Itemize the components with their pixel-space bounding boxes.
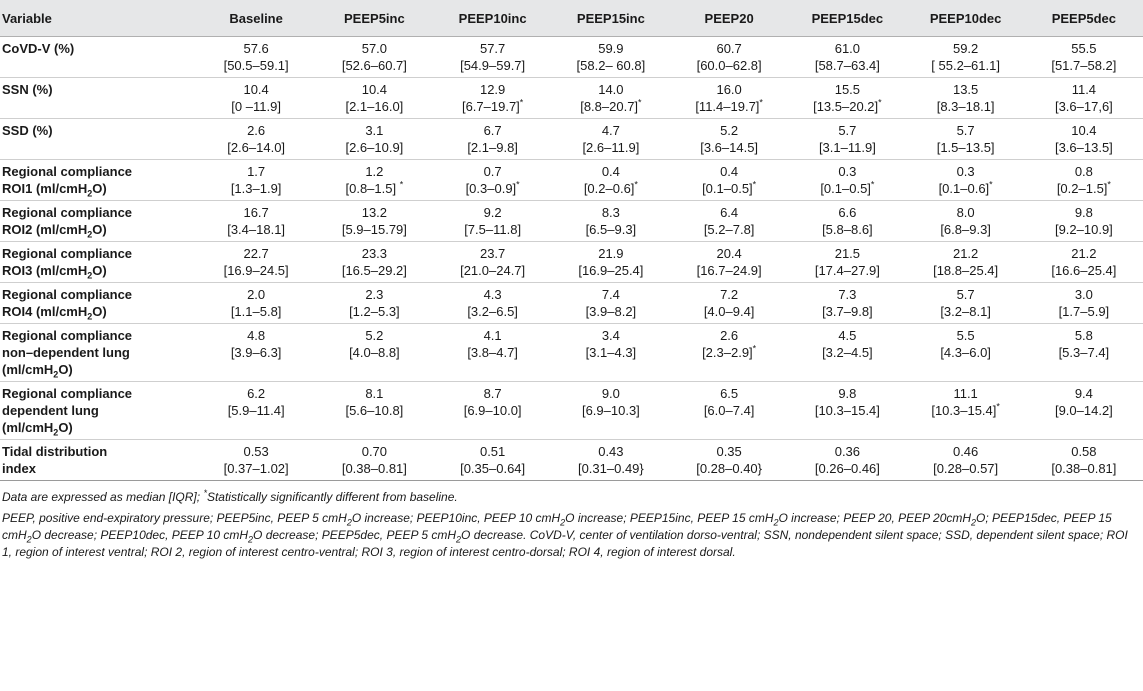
median-value: 60.7 <box>716 41 742 56</box>
variable-label-line: Tidal distribution <box>2 444 108 459</box>
value-cell <box>552 324 670 382</box>
value-cell <box>197 440 315 481</box>
iqr-value: [5.3–7.4] <box>1058 345 1110 360</box>
iqr-value: [6.9–10.0] <box>463 403 522 418</box>
value-cell <box>788 78 906 119</box>
median-value: 0.7 <box>483 164 502 179</box>
value-cell <box>670 283 788 324</box>
median-value: 5.2 <box>365 328 384 343</box>
value-cell <box>1025 78 1143 119</box>
header-cell: PEEP5inc <box>315 0 433 37</box>
iqr-value: [0.1–0.5]* <box>702 179 757 196</box>
variable-cell <box>0 78 197 119</box>
iqr-value: [3.6–14.5] <box>700 140 759 155</box>
value-cell <box>670 382 788 440</box>
value-cell <box>1025 324 1143 382</box>
value-cell <box>315 160 433 201</box>
value-cell <box>434 160 552 201</box>
iqr-value: [6.7–19.7]* <box>461 97 524 114</box>
median-value: 8.0 <box>956 205 975 220</box>
header-row <box>0 0 1143 37</box>
median-value: 6.5 <box>720 386 739 401</box>
median-value: 0.58 <box>1071 444 1097 459</box>
median-value: 0.53 <box>243 444 269 459</box>
median-value: 10.4 <box>1071 123 1097 138</box>
iqr-value: [ 55.2–61.1] <box>931 58 1000 73</box>
iqr-value: [9.0–14.2] <box>1054 403 1113 418</box>
variable-label-line: (ml/cmH$_2$O) <box>2 420 73 438</box>
value-cell <box>197 382 315 440</box>
value-cell <box>1025 283 1143 324</box>
value-cell <box>315 201 433 242</box>
iqr-value: [8.8–20.7]* <box>580 97 642 114</box>
iqr-value: [0.3–0.9]* <box>465 179 520 196</box>
value-cell <box>552 283 670 324</box>
iqr-value: [5.8–8.6] <box>822 222 873 237</box>
value-cell <box>788 324 906 382</box>
iqr-value: [58.2– 60.8] <box>576 58 646 73</box>
median-value: 13.5 <box>952 82 979 97</box>
median-value: 5.7 <box>956 123 975 138</box>
iqr-value: [1.2–5.3] <box>349 304 400 319</box>
iqr-value: [4.0–8.8] <box>349 345 400 360</box>
variable-label-line: ROI1 (ml/cmH$_2$O) <box>2 181 107 199</box>
value-cell <box>670 119 788 160</box>
iqr-value: [0.28–0.57] <box>933 461 999 476</box>
iqr-value: [4.3–6.0] <box>940 345 991 360</box>
value-cell <box>552 119 670 160</box>
value-cell <box>1025 37 1143 78</box>
median-value: 13.2 <box>361 205 388 220</box>
iqr-value: [5.9–15.79] <box>341 222 407 237</box>
value-cell <box>907 242 1025 283</box>
median-value: 5.2 <box>720 123 739 138</box>
value-cell <box>907 78 1025 119</box>
value-cell <box>670 440 788 481</box>
iqr-value: [0 –11.9] <box>231 99 281 114</box>
median-value: 9.4 <box>1074 386 1093 401</box>
iqr-value: [0.26–0.46] <box>814 461 880 476</box>
iqr-value: [10.3–15.4]* <box>931 401 1000 418</box>
header-cell: Baseline <box>197 0 315 37</box>
variable-label-line: Regional compliance <box>2 246 133 261</box>
iqr-value: [3.8–4.7] <box>467 345 518 360</box>
iqr-value: [1.3–1.9] <box>230 181 282 196</box>
median-value: 21.5 <box>834 246 861 261</box>
footnote-legend: Data are expressed as median [IQR]; *Statistically significantly different from baseline. <box>2 488 458 504</box>
iqr-value: [0.2–0.6]* <box>583 179 638 196</box>
median-value: 23.3 <box>361 246 388 261</box>
iqr-value: [0.1–0.5]* <box>820 179 875 196</box>
median-value: 21.2 <box>1071 246 1097 261</box>
value-cell <box>434 324 552 382</box>
median-value: 57.0 <box>361 41 388 56</box>
variable-cell <box>0 119 197 160</box>
value-cell <box>670 160 788 201</box>
value-cell <box>552 201 670 242</box>
median-value: 8.3 <box>601 205 620 220</box>
iqr-value: [1.1–5.8] <box>230 304 282 319</box>
value-cell <box>434 78 552 119</box>
median-value: 4.7 <box>601 123 620 138</box>
median-value: 3.0 <box>1074 287 1093 302</box>
median-value: 6.6 <box>838 205 857 220</box>
median-value: 20.4 <box>716 246 742 261</box>
median-value: 4.1 <box>483 328 502 343</box>
variable-cell <box>0 324 197 382</box>
table-body <box>0 37 1143 481</box>
value-cell <box>1025 382 1143 440</box>
variable-label-line: Regional compliance <box>2 328 133 343</box>
median-value: 0.3 <box>956 164 975 179</box>
value-cell <box>315 324 433 382</box>
iqr-value: [1.7–5.9] <box>1058 304 1110 319</box>
value-cell <box>907 160 1025 201</box>
value-cell <box>907 382 1025 440</box>
median-value: 9.2 <box>483 205 502 220</box>
iqr-value: [3.6–17,6] <box>1054 99 1113 114</box>
value-cell <box>315 37 433 78</box>
value-cell <box>907 324 1025 382</box>
variable-cell <box>0 283 197 324</box>
variable-label-line: ROI2 (ml/cmH$_2$O) <box>2 222 107 240</box>
iqr-value: [6.5–9.3] <box>585 222 637 237</box>
header-cell: PEEP20 <box>670 0 788 37</box>
table-row <box>0 382 1143 440</box>
value-cell <box>788 119 906 160</box>
value-cell <box>315 119 433 160</box>
iqr-value: [51.7–58.2] <box>1051 58 1117 73</box>
iqr-value: [2.3–2.9]* <box>702 343 757 360</box>
median-value: 14.0 <box>598 82 624 97</box>
iqr-value: [2.6–14.0] <box>227 140 286 155</box>
value-cell <box>434 283 552 324</box>
variable-cell <box>0 382 197 440</box>
median-value: 0.35 <box>716 444 742 459</box>
iqr-value: [8.3–18.1] <box>936 99 995 114</box>
median-value: 5.7 <box>838 123 857 138</box>
iqr-value: [16.7–24.9] <box>696 263 762 278</box>
median-value: 9.8 <box>1074 205 1093 220</box>
variable-cell <box>0 201 197 242</box>
iqr-value: [10.3–15.4] <box>814 403 880 418</box>
value-cell <box>315 78 433 119</box>
median-value: 0.3 <box>838 164 857 179</box>
value-cell <box>434 440 552 481</box>
median-value: 15.5 <box>834 82 861 97</box>
iqr-value: [0.8–1.5] * <box>345 179 404 196</box>
iqr-value: [16.9–25.4] <box>578 263 644 278</box>
table-row <box>0 242 1143 283</box>
median-value: 61.0 <box>834 41 861 56</box>
median-value: 23.7 <box>479 246 506 261</box>
median-value: 10.4 <box>243 82 269 97</box>
table-row <box>0 201 1143 242</box>
iqr-value: [7.5–11.8] <box>464 222 522 237</box>
iqr-value: [6.0–7.4] <box>703 403 755 418</box>
value-cell <box>670 37 788 78</box>
variable-label-line: ROI4 (ml/cmH$_2$O) <box>2 304 107 322</box>
median-value: 2.6 <box>247 123 266 138</box>
median-value: 7.3 <box>838 287 857 302</box>
iqr-value: [2.6–11.9] <box>582 140 640 155</box>
iqr-value: [0.28–0.40} <box>696 461 763 476</box>
value-cell <box>907 440 1025 481</box>
iqr-value: [6.9–10.3] <box>581 403 640 418</box>
iqr-value: [5.2–7.8] <box>703 222 755 237</box>
median-value: 5.7 <box>956 287 975 302</box>
median-value: 5.5 <box>956 328 975 343</box>
median-value: 0.43 <box>598 444 624 459</box>
variable-cell <box>0 160 197 201</box>
iqr-value: [5.6–10.8] <box>345 403 404 418</box>
value-cell <box>670 78 788 119</box>
value-cell <box>197 78 315 119</box>
median-value: 6.7 <box>483 123 502 138</box>
iqr-value: [2.6–10.9] <box>345 140 404 155</box>
value-cell <box>434 119 552 160</box>
variable-label-line: SSD (%) <box>2 123 53 138</box>
median-value: 5.8 <box>1074 328 1093 343</box>
median-value: 59.9 <box>598 41 624 56</box>
median-value: 1.2 <box>365 164 384 179</box>
variable-label-line: non–dependent lung <box>2 345 130 360</box>
median-value: 16.0 <box>716 82 742 97</box>
median-value: 8.1 <box>365 386 384 401</box>
variable-cell <box>0 242 197 283</box>
iqr-value: [3.1–11.9] <box>818 140 876 155</box>
iqr-value: [16.6–25.4] <box>1051 263 1117 278</box>
value-cell <box>434 201 552 242</box>
variable-label-line: Regional compliance <box>2 287 133 302</box>
median-value: 6.4 <box>720 205 739 220</box>
value-cell <box>907 283 1025 324</box>
iqr-value: [3.7–9.8] <box>822 304 873 319</box>
iqr-value: [3.2–8.1] <box>940 304 991 319</box>
iqr-value: [3.6–13.5] <box>1054 140 1113 155</box>
iqr-value: [5.9–11.4] <box>227 403 285 418</box>
value-cell <box>315 382 433 440</box>
value-cell <box>552 78 670 119</box>
median-value: 2.6 <box>720 328 739 343</box>
iqr-value: [3.9–8.2] <box>585 304 637 319</box>
median-value: 1.7 <box>247 164 266 179</box>
variable-label-line: Regional compliance <box>2 164 133 179</box>
table-row <box>0 78 1143 119</box>
median-value: 0.36 <box>834 444 861 459</box>
table-footnotes <box>0 481 1143 561</box>
variable-label-line: Regional compliance <box>2 386 133 401</box>
value-cell <box>788 37 906 78</box>
iqr-value: [21.0–24.7] <box>460 263 526 278</box>
iqr-value: [3.9–6.3] <box>230 345 282 360</box>
header-cell: PEEP15inc <box>552 0 670 37</box>
median-value: 9.8 <box>838 386 857 401</box>
value-cell <box>315 440 433 481</box>
iqr-value: [9.2–10.9] <box>1054 222 1113 237</box>
value-cell <box>197 324 315 382</box>
variable-label-line: dependent lung <box>2 403 99 418</box>
median-value: 57.6 <box>243 41 269 56</box>
median-value: 2.3 <box>365 287 384 302</box>
median-value: 4.8 <box>247 328 266 343</box>
header-cell: PEEP15dec <box>788 0 906 37</box>
iqr-value: [0.37–1.02] <box>223 461 289 476</box>
iqr-value: [52.6–60.7] <box>341 58 407 73</box>
iqr-value: [0.2–1.5]* <box>1056 179 1111 196</box>
median-value: 11.4 <box>1071 82 1097 97</box>
table-row <box>0 37 1143 78</box>
table-row <box>0 119 1143 160</box>
header-cell: PEEP5dec <box>1025 0 1143 37</box>
variable-label-line: Regional compliance <box>2 205 133 220</box>
median-value: 11.1 <box>953 386 978 401</box>
value-cell <box>315 242 433 283</box>
iqr-value: [2.1–9.8] <box>467 140 518 155</box>
variable-cell <box>0 37 197 78</box>
value-cell <box>434 37 552 78</box>
value-cell <box>552 242 670 283</box>
value-cell <box>788 283 906 324</box>
value-cell <box>1025 119 1143 160</box>
iqr-value: [16.5–29.2] <box>341 263 407 278</box>
median-value: 6.2 <box>247 386 266 401</box>
iqr-value: [0.38–0.81] <box>1051 461 1117 476</box>
variable-label-line: CoVD-V (%) <box>2 41 75 56</box>
value-cell <box>1025 201 1143 242</box>
median-value: 9.0 <box>601 386 620 401</box>
value-cell <box>670 324 788 382</box>
value-cell <box>788 242 906 283</box>
value-cell <box>788 160 906 201</box>
iqr-value: [0.31–0.49} <box>577 461 644 476</box>
iqr-value: [3.1–4.3] <box>585 345 637 360</box>
value-cell <box>197 201 315 242</box>
value-cell <box>552 440 670 481</box>
value-cell <box>670 201 788 242</box>
median-value: 57.7 <box>479 41 506 56</box>
value-cell <box>788 440 906 481</box>
iqr-value: [54.9–59.7] <box>460 58 526 73</box>
value-cell <box>1025 160 1143 201</box>
median-value: 21.2 <box>952 246 979 261</box>
iqr-value: [3.2–6.5] <box>467 304 518 319</box>
value-cell <box>552 160 670 201</box>
variable-label-line: SSN (%) <box>2 82 53 97</box>
iqr-value: [11.4–19.7]* <box>695 97 763 114</box>
value-cell <box>1025 440 1143 481</box>
value-cell <box>788 201 906 242</box>
value-cell <box>197 37 315 78</box>
iqr-value: [6.8–9.3] <box>940 222 991 237</box>
value-cell <box>788 382 906 440</box>
median-value: 21.9 <box>598 246 624 261</box>
value-cell <box>197 242 315 283</box>
table-row <box>0 160 1143 201</box>
table-row <box>0 283 1143 324</box>
footnote-abbreviations: PEEP, positive end-expiratory pressure; PEEP5inc, PEEP 5 cmH$_2$O increase; PEEP10inc, PEEP 10 cmH$_2$O increase; PEEP15inc, PEEP 15 cmH$_2$O increase; PEEP 20, PEEP 20cmH$_2$O; PEEP15dec, PEEP 15 cmH$_2$O decrease; PEEP10dec, PEEP 10 cmH$_2$O decrease; PEEP5dec, PEEP 5 cmH$_2$O decrease. CoVD-V, center of ventilation dorso-ventral; SSN, nondependent silent space; SSD, dependent silent space; ROI 1, region of interest ventral; ROI 2, region of interest centro-ventral; ROI 3, region of interest centro-dorsal; ROI 4, region of interest dorsal. <box>2 511 1128 559</box>
value-cell <box>1025 242 1143 283</box>
value-cell <box>907 201 1025 242</box>
iqr-value: [2.1–16.0] <box>345 99 404 114</box>
iqr-value: [18.8–25.4] <box>933 263 999 278</box>
header-cell: PEEP10dec <box>907 0 1025 37</box>
median-value: 12.9 <box>479 82 506 97</box>
iqr-value: [3.2–4.5] <box>822 345 873 360</box>
iqr-value: [1.5–13.5] <box>936 140 995 155</box>
variable-label-line: (ml/cmH$_2$O) <box>2 362 73 380</box>
median-value: 7.2 <box>720 287 739 302</box>
median-value: 0.70 <box>361 444 388 459</box>
median-value: 16.7 <box>243 205 269 220</box>
median-value: 0.46 <box>952 444 979 459</box>
variable-label-line: ROI3 (ml/cmH$_2$O) <box>2 263 107 281</box>
median-value: 3.4 <box>601 328 620 343</box>
iqr-value: [3.4–18.1] <box>227 222 286 237</box>
iqr-value: [13.5–20.2]* <box>813 97 882 114</box>
header-cell: Variable <box>0 0 197 37</box>
median-value: 4.3 <box>483 287 502 302</box>
median-value: 2.0 <box>247 287 266 302</box>
variable-cell <box>0 440 197 481</box>
iqr-value: [58.7–63.4] <box>814 58 880 73</box>
value-cell <box>670 242 788 283</box>
median-value: 0.51 <box>479 444 506 459</box>
value-cell <box>434 382 552 440</box>
value-cell <box>315 283 433 324</box>
value-cell <box>197 160 315 201</box>
iqr-value: [4.0–9.4] <box>703 304 755 319</box>
value-cell <box>907 37 1025 78</box>
value-cell <box>197 283 315 324</box>
value-cell <box>197 119 315 160</box>
iqr-value: [50.5–59.1] <box>223 58 289 73</box>
value-cell <box>552 382 670 440</box>
iqr-value: [16.9–24.5] <box>223 263 289 278</box>
iqr-value: [60.0–62.8] <box>696 58 762 73</box>
median-value: 10.4 <box>361 82 388 97</box>
table-row <box>0 440 1143 481</box>
median-value: 8.7 <box>483 386 502 401</box>
median-value: 0.4 <box>720 164 739 179</box>
header-cell: PEEP10inc <box>434 0 552 37</box>
median-value: 4.5 <box>838 328 857 343</box>
value-cell <box>434 242 552 283</box>
iqr-value: [0.1–0.6]* <box>938 179 993 196</box>
iqr-value: [0.35–0.64] <box>460 461 526 476</box>
median-value: 22.7 <box>243 246 269 261</box>
variable-label-line: index <box>2 461 36 476</box>
median-value: 59.2 <box>952 41 979 56</box>
median-value: 3.1 <box>365 123 384 138</box>
value-cell <box>907 119 1025 160</box>
iqr-value: [0.38–0.81] <box>341 461 407 476</box>
median-value: 0.8 <box>1074 164 1093 179</box>
value-cell <box>552 37 670 78</box>
median-value: 55.5 <box>1071 41 1097 56</box>
table-row <box>0 324 1143 382</box>
median-value: 7.4 <box>601 287 620 302</box>
median-value: 0.4 <box>601 164 620 179</box>
iqr-value: [17.4–27.9] <box>814 263 880 278</box>
